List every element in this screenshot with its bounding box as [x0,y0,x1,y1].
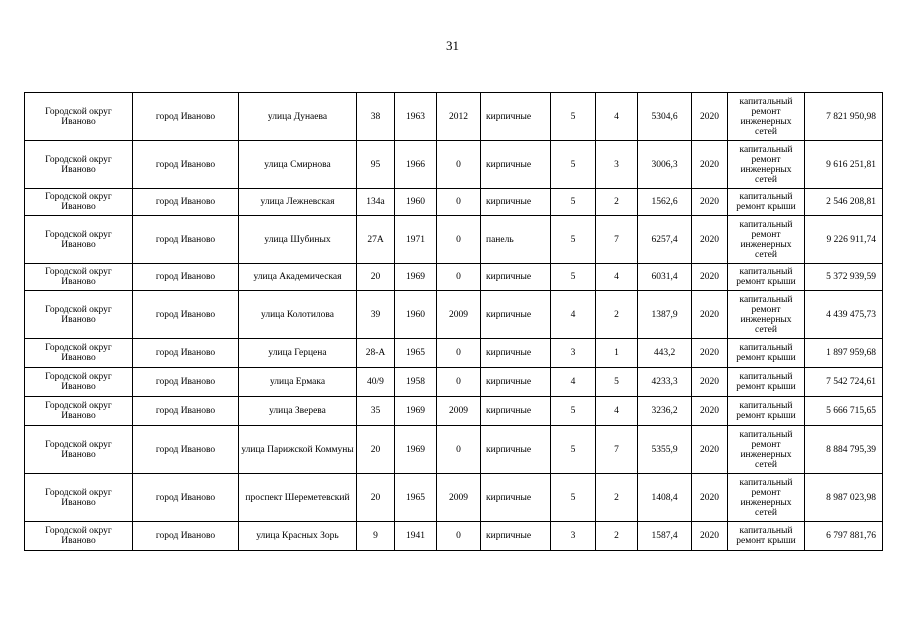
plan-year-cell: 2020 [692,368,728,397]
house-number-cell: 9 [357,522,395,551]
cost-cell: 8 987 023,98 [805,474,883,522]
entrances-cell: 5 [596,368,638,397]
table-row [25,397,883,426]
house-number-cell: 20 [357,426,395,474]
table-row [25,264,883,291]
house-number-cell: 38 [357,93,395,141]
entrances-cell: 2 [596,522,638,551]
street-cell: улица Шубиных [239,216,357,264]
entrances-cell: 1 [596,339,638,368]
municipality-cell: Городской округ Иваново [25,216,133,264]
house-number-cell: 35 [357,397,395,426]
entrances-cell: 4 [596,397,638,426]
street-cell: улица Лежневская [239,189,357,216]
municipality-cell: Городской округ Иваново [25,291,133,339]
entrances-cell: 2 [596,291,638,339]
street-cell: проспект Шереметевский [239,474,357,522]
area-cell: 1408,4 [638,474,692,522]
wall-material-cell: кирпичные [481,93,551,141]
work-type-cell: капитальный ремонт инженерных сетей [728,474,805,522]
city-cell: город Иваново [133,216,239,264]
page-number: 31 [446,38,459,53]
plan-year-cell: 2020 [692,474,728,522]
entrances-cell: 2 [596,189,638,216]
cost-cell: 2 546 208,81 [805,189,883,216]
floors-cell: 4 [551,291,596,339]
work-type-cell: капитальный ремонт крыши [728,264,805,291]
area-cell: 4233,3 [638,368,692,397]
municipality-cell: Городской округ Иваново [25,93,133,141]
year-last-repair-cell: 0 [437,368,481,397]
year-last-repair-cell: 0 [437,141,481,189]
city-cell: город Иваново [133,522,239,551]
municipality-cell: Городской округ Иваново [25,368,133,397]
table-row [25,141,883,189]
area-cell: 6031,4 [638,264,692,291]
year-built-cell: 1941 [395,522,437,551]
house-number-cell: 134а [357,189,395,216]
area-cell: 5355,9 [638,426,692,474]
cost-cell: 8 884 795,39 [805,426,883,474]
work-type-cell: капитальный ремонт крыши [728,339,805,368]
year-built-cell: 1969 [395,397,437,426]
area-cell: 1562,6 [638,189,692,216]
year-built-cell: 1963 [395,93,437,141]
city-cell: город Иваново [133,397,239,426]
wall-material-cell: кирпичные [481,474,551,522]
wall-material-cell: кирпичные [481,141,551,189]
municipality-cell: Городской округ Иваново [25,522,133,551]
area-cell: 5304,6 [638,93,692,141]
table-row [25,216,883,264]
year-built-cell: 1960 [395,291,437,339]
floors-cell: 5 [551,189,596,216]
street-cell: улица Герцена [239,339,357,368]
wall-material-cell: кирпичные [481,397,551,426]
floors-cell: 5 [551,397,596,426]
street-cell: улица Академическая [239,264,357,291]
table-row [25,339,883,368]
area-cell: 1587,4 [638,522,692,551]
cost-cell: 5 666 715,65 [805,397,883,426]
area-cell: 6257,4 [638,216,692,264]
street-cell: улица Смирнова [239,141,357,189]
cost-cell: 7 542 724,61 [805,368,883,397]
street-cell: улица Колотилова [239,291,357,339]
wall-material-cell: кирпичные [481,522,551,551]
entrances-cell: 7 [596,426,638,474]
work-type-cell: капитальный ремонт инженерных сетей [728,141,805,189]
floors-cell: 5 [551,216,596,264]
floors-cell: 5 [551,93,596,141]
cost-cell: 7 821 950,98 [805,93,883,141]
city-cell: город Иваново [133,291,239,339]
year-last-repair-cell: 2009 [437,397,481,426]
house-number-cell: 27А [357,216,395,264]
floors-cell: 3 [551,339,596,368]
cost-cell: 9 226 911,74 [805,216,883,264]
work-type-cell: капитальный ремонт крыши [728,522,805,551]
city-cell: город Иваново [133,264,239,291]
house-number-cell: 20 [357,474,395,522]
wall-material-cell: кирпичные [481,264,551,291]
year-built-cell: 1960 [395,189,437,216]
municipality-cell: Городской округ Иваново [25,426,133,474]
wall-material-cell: кирпичные [481,189,551,216]
municipality-cell: Городской округ Иваново [25,189,133,216]
house-number-cell: 28-А [357,339,395,368]
year-last-repair-cell: 2009 [437,474,481,522]
wall-material-cell: кирпичные [481,291,551,339]
floors-cell: 5 [551,264,596,291]
plan-year-cell: 2020 [692,426,728,474]
cost-cell: 5 372 939,59 [805,264,883,291]
year-last-repair-cell: 0 [437,522,481,551]
municipality-cell: Городской округ Иваново [25,264,133,291]
table-row [25,93,883,141]
cost-cell: 9 616 251,81 [805,141,883,189]
street-cell: улица Ермака [239,368,357,397]
house-number-cell: 95 [357,141,395,189]
floors-cell: 5 [551,474,596,522]
cost-cell: 4 439 475,73 [805,291,883,339]
cost-cell: 6 797 881,76 [805,522,883,551]
plan-year-cell: 2020 [692,264,728,291]
area-cell: 3006,3 [638,141,692,189]
entrances-cell: 7 [596,216,638,264]
area-cell: 1387,9 [638,291,692,339]
municipality-cell: Городской округ Иваново [25,397,133,426]
area-cell: 443,2 [638,339,692,368]
plan-year-cell: 2020 [692,397,728,426]
year-built-cell: 1965 [395,339,437,368]
floors-cell: 3 [551,522,596,551]
work-type-cell: капитальный ремонт крыши [728,397,805,426]
wall-material-cell: кирпичные [481,368,551,397]
work-type-cell: капитальный ремонт крыши [728,368,805,397]
table-row [25,291,883,339]
year-built-cell: 1969 [395,264,437,291]
city-cell: город Иваново [133,141,239,189]
table-row [25,522,883,551]
city-cell: город Иваново [133,474,239,522]
wall-material-cell: кирпичные [481,339,551,368]
floors-cell: 4 [551,368,596,397]
table-row [25,426,883,474]
plan-year-cell: 2020 [692,93,728,141]
year-last-repair-cell: 0 [437,264,481,291]
city-cell: город Иваново [133,93,239,141]
street-cell: улица Зверева [239,397,357,426]
municipality-cell: Городской округ Иваново [25,339,133,368]
year-last-repair-cell: 0 [437,189,481,216]
floors-cell: 5 [551,426,596,474]
year-built-cell: 1969 [395,426,437,474]
year-built-cell: 1965 [395,474,437,522]
cost-cell: 1 897 959,68 [805,339,883,368]
street-cell: улица Красных Зорь [239,522,357,551]
entrances-cell: 2 [596,474,638,522]
house-number-cell: 20 [357,264,395,291]
floors-cell: 5 [551,141,596,189]
plan-year-cell: 2020 [692,291,728,339]
entrances-cell: 4 [596,264,638,291]
work-type-cell: капитальный ремонт инженерных сетей [728,426,805,474]
year-last-repair-cell: 0 [437,426,481,474]
wall-material-cell: кирпичные [481,426,551,474]
plan-year-cell: 2020 [692,141,728,189]
table-row [25,368,883,397]
city-cell: город Иваново [133,189,239,216]
city-cell: город Иваново [133,426,239,474]
year-built-cell: 1966 [395,141,437,189]
year-built-cell: 1958 [395,368,437,397]
year-last-repair-cell: 2009 [437,291,481,339]
municipality-cell: Городской округ Иваново [25,474,133,522]
city-cell: город Иваново [133,339,239,368]
street-cell: улица Дунаева [239,93,357,141]
year-last-repair-cell: 0 [437,216,481,264]
plan-year-cell: 2020 [692,339,728,368]
city-cell: город Иваново [133,368,239,397]
year-built-cell: 1971 [395,216,437,264]
house-number-cell: 39 [357,291,395,339]
area-cell: 3236,2 [638,397,692,426]
table-row [25,189,883,216]
municipality-cell: Городской округ Иваново [25,141,133,189]
housing-repair-table [24,92,883,551]
street-cell: улица Парижской Коммуны [239,426,357,474]
work-type-cell: капитальный ремонт инженерных сетей [728,93,805,141]
house-number-cell: 40/9 [357,368,395,397]
plan-year-cell: 2020 [692,522,728,551]
work-type-cell: капитальный ремонт инженерных сетей [728,216,805,264]
work-type-cell: капитальный ремонт инженерных сетей [728,291,805,339]
wall-material-cell: панель [481,216,551,264]
plan-year-cell: 2020 [692,189,728,216]
table-row [25,474,883,522]
plan-year-cell: 2020 [692,216,728,264]
entrances-cell: 4 [596,93,638,141]
year-last-repair-cell: 2012 [437,93,481,141]
entrances-cell: 3 [596,141,638,189]
year-last-repair-cell: 0 [437,339,481,368]
work-type-cell: капитальный ремонт крыши [728,189,805,216]
